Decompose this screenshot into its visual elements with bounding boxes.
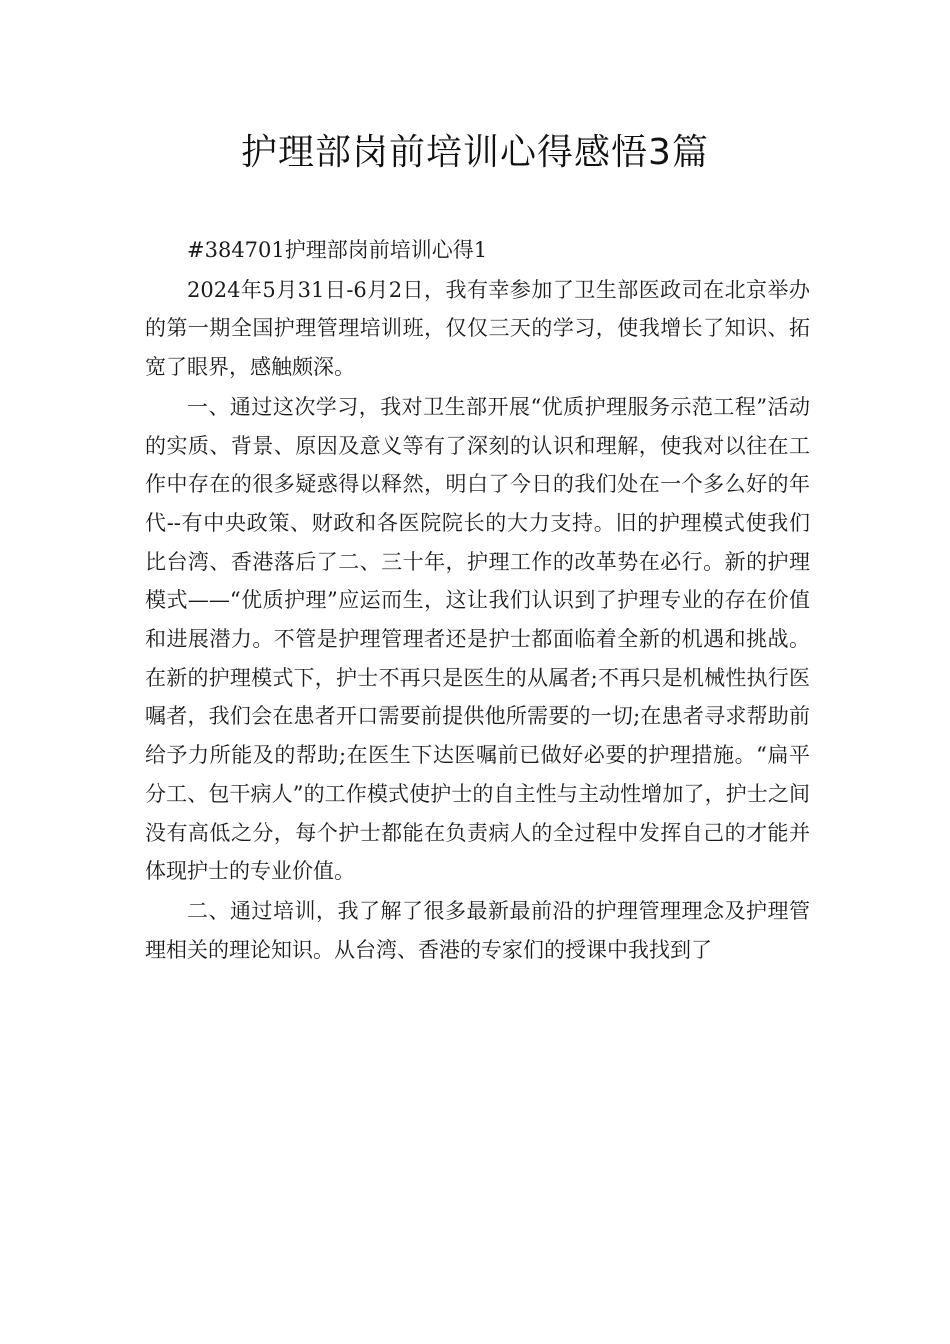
paragraph-section-one: 一、通过这次学习，我对卫生部开展“优质护理服务示范工程”活动的实质、背景、原因及意义等有了深刻的认识和理解，使我对以往在工作中存在的很多疑惑得以释然，明白了今日的我们处在一个多么好的年代--有中央政策、财政和各医院院长的大力支持。旧的护理模式使我们比台湾、香港落后了二、三十年，护理工作的改革势在必行。新的护理模式——“优质护理”应运而生，这让我们认识到了护理专业的存在价值和进展潜力。不管是护理管理者还是护士都面临着全新的机遇和挑战。在新的护理模式下，护士不再只是医生的从属者;不再只是机械性执行医嘱者，我们会在患者开口需要前提供他所需要的一切;在患者寻求帮助前给予力所能及的帮助;在医生下达医嘱前已做好必要的护理措施。“扁平分工、包干病人”的工作模式使护士的自主性与主动性增加了，护士之间没有高低之分，每个护士都能在负责病人的全过程中发挥自己的才能并体现护士的专业价值。 [145, 394, 810, 884]
paragraph-subtitle: #384701护理部岗前培训心得1 [187, 238, 488, 262]
paragraph-intro: 2024年5月31日-6月2日，我有幸参加了卫生部医政司在北京举办的第一期全国护理管理培训班，仅仅三天的学习，使我增长了知识、拓宽了眼界，感触颇深。 [145, 277, 810, 380]
document-body [145, 231, 810, 969]
paragraph-section-two: 二、通过培训，我了解了很多最新最前沿的护理管理理念及护理管理相关的理论知识。从台湾、香港的专家们的授课中我找到了 [145, 898, 810, 962]
document-title: 护理部岗前培训心得感悟3篇 [241, 132, 709, 173]
